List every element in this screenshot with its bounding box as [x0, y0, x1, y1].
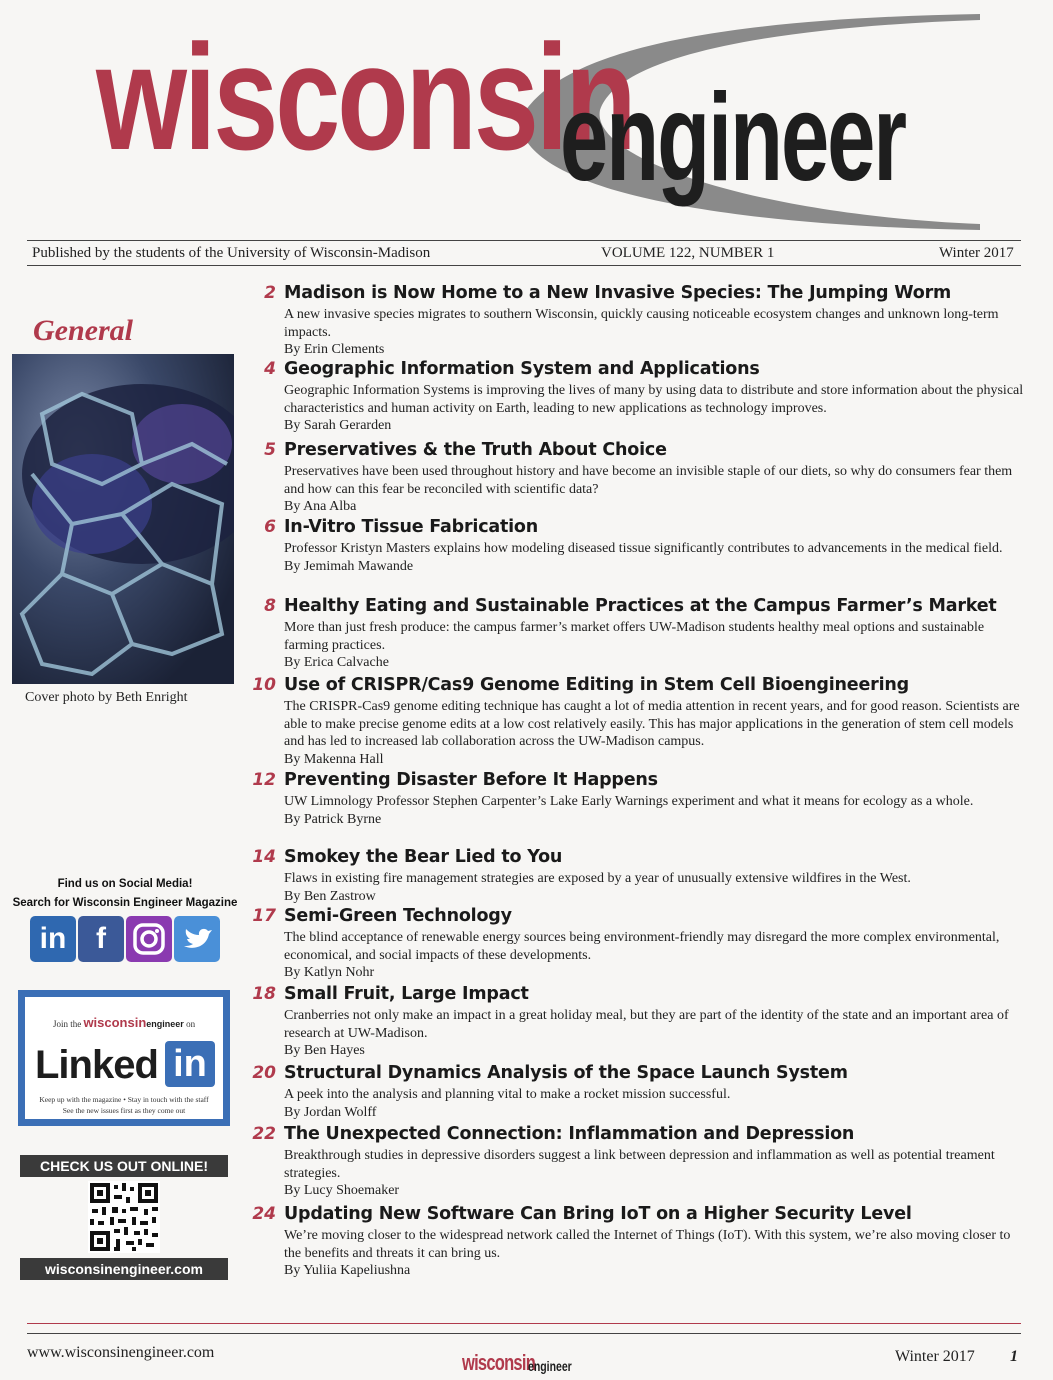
social-heading: Find us on Social Media! [57, 878, 193, 890]
toc-desc-text: Breakthrough studies in depressive disorders suggest a link between depression and inflammation as well as potential treament strategies. [284, 1148, 995, 1181]
join-logo-text: wisconsin [83, 1015, 147, 1030]
toc-description [284, 306, 1026, 359]
toc-page-number: 4 [264, 359, 276, 379]
toc-page-number: 20 [252, 1063, 276, 1083]
toc-byline: By Ana Alba [284, 499, 357, 514]
instagram-icon[interactable] [126, 916, 172, 962]
toc-title[interactable]: The Unexpected Connection: Inflammation and Depression [284, 1124, 855, 1144]
cover-photo [12, 354, 234, 684]
cover-caption: Cover photo by Beth Enright [25, 690, 188, 705]
instagram-glyph [126, 916, 172, 962]
linkedin-ad-inner [25, 997, 223, 1119]
toc-title[interactable]: Healthy Eating and Sustainable Practices at the Campus Farmer’s Market [284, 596, 997, 616]
toc-description [284, 1086, 1026, 1121]
toc-description [284, 540, 1026, 575]
linkedin-word: Linked [35, 1043, 158, 1087]
toc-title[interactable]: Structural Dynamics Analysis of the Space Launch System [284, 1063, 848, 1083]
toc-title[interactable]: Preservatives & the Truth About Choice [284, 440, 667, 460]
logo-engineer: engineer [560, 69, 905, 207]
toc-desc-text: A peek into the analysis and planning vital to make a rocket mission successful. [284, 1087, 731, 1102]
twitter-icon[interactable] [174, 916, 220, 962]
toc-page-number: 24 [252, 1204, 276, 1224]
season-text: Winter 2017 [939, 245, 1014, 261]
toc-description [284, 463, 1026, 516]
footer-url[interactable]: www.wisconsinengineer.com [27, 1344, 215, 1361]
toc-title[interactable]: Semi-Green Technology [284, 906, 512, 926]
toc-description [284, 1227, 1026, 1280]
toc-byline: By Erin Clements [284, 342, 385, 357]
toc-description [284, 929, 1026, 982]
toc-title[interactable]: Use of CRISPR/Cas9 Genome Editing in Stem Cell Bioengineering [284, 675, 909, 695]
toc-desc-text: The CRISPR-Cas9 genome editing technique has caught a lot of media attention in recent years, and for good reason. Scientists are able to make precise genome edits at a low cost relatively easily. This has major applications in the generation of stem cell models and has led to increased lab collaboration across the UW-Madison campus. [284, 699, 1020, 749]
toc-byline: By Katlyn Nohr [284, 965, 375, 980]
toc-title[interactable]: Geographic Information System and Applications [284, 359, 760, 379]
toc-title[interactable]: Small Fruit, Large Impact [284, 984, 529, 1004]
toc-title[interactable]: Smokey the Bear Lied to You [284, 847, 563, 867]
footer-logo [462, 1350, 572, 1376]
publisher-text: Published by the students of the University of Wisconsin-Madison [32, 245, 431, 261]
toc-byline: By Ben Zastrow [284, 888, 376, 904]
toc-page-number: 10 [252, 675, 276, 695]
footer-season: Winter 2017 [895, 1348, 975, 1365]
toc-description [284, 870, 1026, 905]
logo-wisconsin: wisconsin [96, 13, 634, 181]
masthead [0, 0, 1053, 240]
toc-desc-text: The blind acceptance of renewable energy sources being environment-friendly may disregard the more complex environmental, economical, and social impacts of these developments. [284, 930, 1000, 963]
join-logo-text2: engineer [146, 1019, 184, 1029]
toc-description [284, 382, 1026, 435]
section-title: General [33, 314, 133, 347]
volume-text: VOLUME 122, NUMBER 1 [601, 245, 775, 261]
toc-byline: By Yuliia Kapeliushna [284, 1263, 411, 1278]
toc-byline: By Makenna Hall [284, 751, 384, 767]
join-post-text: on [186, 1019, 196, 1029]
toc-page-number: 18 [252, 984, 276, 1004]
toc-byline: By Sarah Gerarden [284, 418, 392, 433]
linkedin-in-badge: in [165, 1041, 215, 1087]
twitter-glyph [174, 916, 220, 962]
facebook-icon[interactable]: f [78, 916, 124, 962]
toc-desc-text: Professor Kristyn Masters explains how modeling diseased tissue significantly contributes to advancements in the medical field. [284, 541, 1003, 556]
toc-desc-text: Preservatives have been used throughout history and have become an invisible staple of our diets, so why do consumers fear them and how can this fear be reconciled with scientific data? [284, 464, 1013, 497]
toc-description [284, 698, 1026, 768]
toc-desc-text: More than just fresh produce: the campus farmer’s market offers UW-Madison students healthy meal options and sustainable farming practices. [284, 620, 985, 653]
footer-logo-engineer: engineer [528, 1358, 572, 1374]
toc-page-number: 12 [252, 770, 276, 790]
footer-page-number: 1 [1010, 1348, 1018, 1365]
toc-page-number: 6 [264, 517, 276, 537]
toc-byline: By Jemimah Mawande [284, 558, 414, 574]
toc-page-number: 2 [264, 283, 276, 303]
toc-byline: By Jordan Wolff [284, 1104, 377, 1120]
website-banner[interactable]: wisconsinengineer.com [20, 1258, 228, 1280]
toc-description [284, 1147, 1026, 1200]
toc-title[interactable]: Preventing Disaster Before It Happens [284, 770, 658, 790]
toc-byline: By Lucy Shoemaker [284, 1183, 400, 1198]
toc-desc-text: A new invasive species migrates to southern Wisconsin, quickly causing noticeable ecosystem changes and unknown long-term impacts. [284, 307, 999, 340]
toc-title[interactable]: Madison is Now Home to a New Invasive Species: The Jumping Worm [284, 283, 952, 303]
join-pre-text: Join the [52, 1019, 82, 1029]
check-online-banner: CHECK US OUT ONLINE! [20, 1155, 228, 1177]
toc-page-number: 14 [252, 847, 276, 867]
toc-page-number: 22 [252, 1124, 276, 1144]
footer-logo-wisconsin: wisconsin [462, 1350, 536, 1375]
social-subheading: Search for Wisconsin Engineer Magazine [12, 897, 238, 909]
toc-desc-text: We’re moving closer to the widespread network called the Internet of Things (IoT). With this system, we’re also moving closer to the benefits and threats it can bring us. [284, 1228, 1011, 1261]
toc-desc-text: UW Limnology Professor Stephen Carpenter’s Lake Early Warnings experiment and what it means for ecology as a whole. [284, 794, 974, 809]
toc-desc-text: Geographic Information Systems is improving the lives of many by using data to distribute and store information about the physical characteristics and human activity on Earth, leading to new applications as technology improves. [284, 383, 1024, 416]
toc-byline: By Patrick Byrne [284, 811, 382, 827]
toc-page-number: 8 [264, 596, 276, 616]
toc-description [284, 619, 1026, 672]
linkedin-join-line [25, 1015, 223, 1030]
toc-desc-text: Cranberries not only make an impact in a great holiday meal, but they are part of the identity of the state and an important area of research at UW-Madison. [284, 1008, 1009, 1041]
toc-description [284, 793, 1026, 828]
toc-byline: By Ben Hayes [284, 1043, 365, 1058]
linkedin-ad[interactable] [18, 990, 230, 1126]
toc-description [284, 1007, 1026, 1060]
toc-page-number: 17 [252, 906, 276, 926]
linkedin-icon[interactable]: in [30, 916, 76, 962]
qr-code-icon[interactable] [88, 1181, 160, 1253]
toc-title[interactable]: In-Vitro Tissue Fabrication [284, 517, 539, 537]
linkedin-sub2: See the new issues first as they come out [62, 1106, 186, 1115]
footer-rule-accent [27, 1323, 1021, 1324]
toc-page-number: 5 [264, 440, 276, 460]
footer-rule [27, 1333, 1021, 1334]
toc-desc-text: Flaws in existing fire management strategies are exposed by a year of unusually extensive wildfires in the West. [284, 871, 911, 886]
toc-byline: By Erica Calvache [284, 655, 389, 670]
linkedin-sub1: Keep up with the magazine • Stay in touch with the staff [39, 1095, 209, 1104]
toc-title[interactable]: Updating New Software Can Bring IoT on a Higher Security Level [284, 1204, 912, 1224]
publication-bar [27, 240, 1021, 266]
cover-image-art [12, 354, 234, 684]
